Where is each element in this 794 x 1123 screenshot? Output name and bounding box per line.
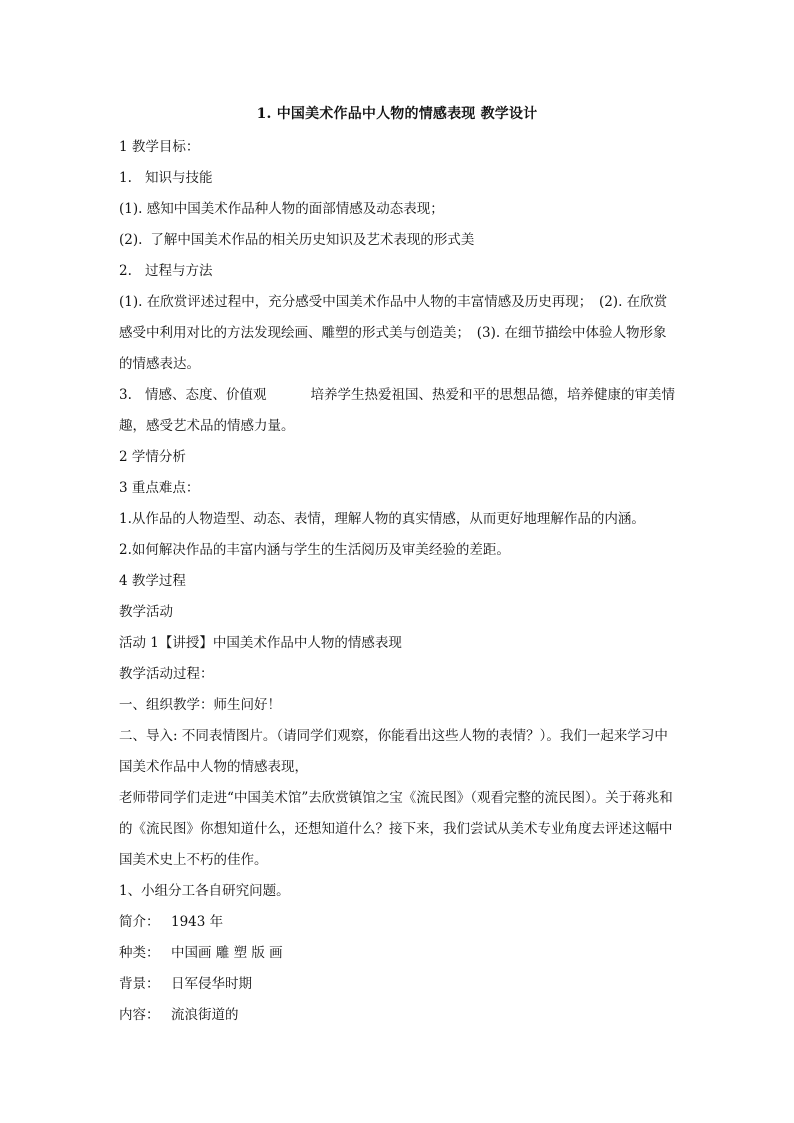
intro-value: 1943 年	[171, 914, 224, 930]
analysis-heading: 2 学情分析	[119, 449, 186, 465]
key-point-2: 2.如何解决作品的丰富内涵与学生的生活阅历及审美经验的差距。	[119, 542, 510, 558]
type-value: 中国画 雕 塑 版 画	[171, 945, 283, 961]
activity-1: 活动 1【讲授】中国美术作品中人物的情感表现	[119, 635, 402, 651]
content-value: 流浪街道的	[171, 1007, 239, 1023]
background-row	[119, 969, 675, 1000]
background-label: 背景：	[119, 976, 160, 992]
group-task: 1、小组分工各自研究问题。	[119, 883, 290, 899]
type-label: 种类：	[119, 945, 160, 961]
step-2: 二、导入: 不同表情图片。（请同学们观察，你能看出这些人物的表情？）。我们一起来学习中国美术作品中人物的情感表现，	[119, 728, 668, 775]
goal1-heading: 知识与技能	[145, 170, 213, 186]
goal1-item2-num: (2).	[119, 232, 143, 248]
goal2-num: 2.	[119, 263, 132, 279]
goal2-heading: 过程与方法	[145, 263, 213, 279]
step-1: 一、组织教学：师生问好！	[119, 697, 281, 713]
goals-heading: 1 教学目标：	[119, 139, 200, 155]
content-row	[119, 1000, 675, 1031]
activity-process: 教学活动过程：	[119, 666, 214, 682]
activity-heading: 教学活动	[119, 604, 173, 620]
goal1-num: 1.	[119, 170, 132, 186]
document-title: 1. 中国美术作品中人物的情感表现 教学设计	[256, 106, 538, 122]
document-body	[119, 132, 675, 1031]
goal2-text: (1). 在欣赏评述过程中，充分感受中国美术作品中人物的丰富情感及历史再现； (2). 在欣赏感受中利用对比的方法发现绘画、雕塑的形式美与创造美； (3). 在细节描绘中体验人物形象的情感表达。	[119, 294, 668, 372]
goal2-line	[119, 256, 675, 287]
goal1-item2	[119, 225, 675, 256]
key-heading: 3 重点难点：	[119, 480, 200, 496]
content-label: 内容：	[119, 1007, 160, 1023]
goal3-heading: 情感、态度、价值观	[145, 387, 267, 403]
key-point-1: 1.从作品的人物造型、动态、表情，理解人物的真实情感，从而更好地理解作品的内涵。	[119, 511, 645, 527]
goal3-num: 3.	[119, 387, 132, 403]
step-2b: 老师带同学们走进“中国美术馆”去欣赏镇馆之宝《流民图》（观看完整的流民图）。关于蒋兆和的《流民图》你想知道什么，还想知道什么？接下来，我们尝试从美术专业角度去评述这幅中国美术史上不朽的佳作。	[119, 790, 673, 868]
intro-row	[119, 907, 675, 938]
process-heading: 4 教学过程	[119, 573, 186, 589]
goal3-text: 培养学生热爱祖国、热爱和平的思想品德，培养健康的审美情趣，感受艺术品的情感力量。	[119, 387, 675, 434]
goal1-line	[119, 163, 675, 194]
type-row	[119, 938, 675, 969]
intro-label: 简介：	[119, 914, 160, 930]
goal1-item1: (1). 感知中国美术作品种人物的面部情感及动态表现；	[119, 201, 444, 217]
goal3-line	[119, 380, 675, 442]
background-value: 日军侵华时期	[171, 976, 252, 992]
goal1-item2-text: 了解中国美术作品的相关历史知识及艺术表现的形式美	[150, 232, 475, 248]
